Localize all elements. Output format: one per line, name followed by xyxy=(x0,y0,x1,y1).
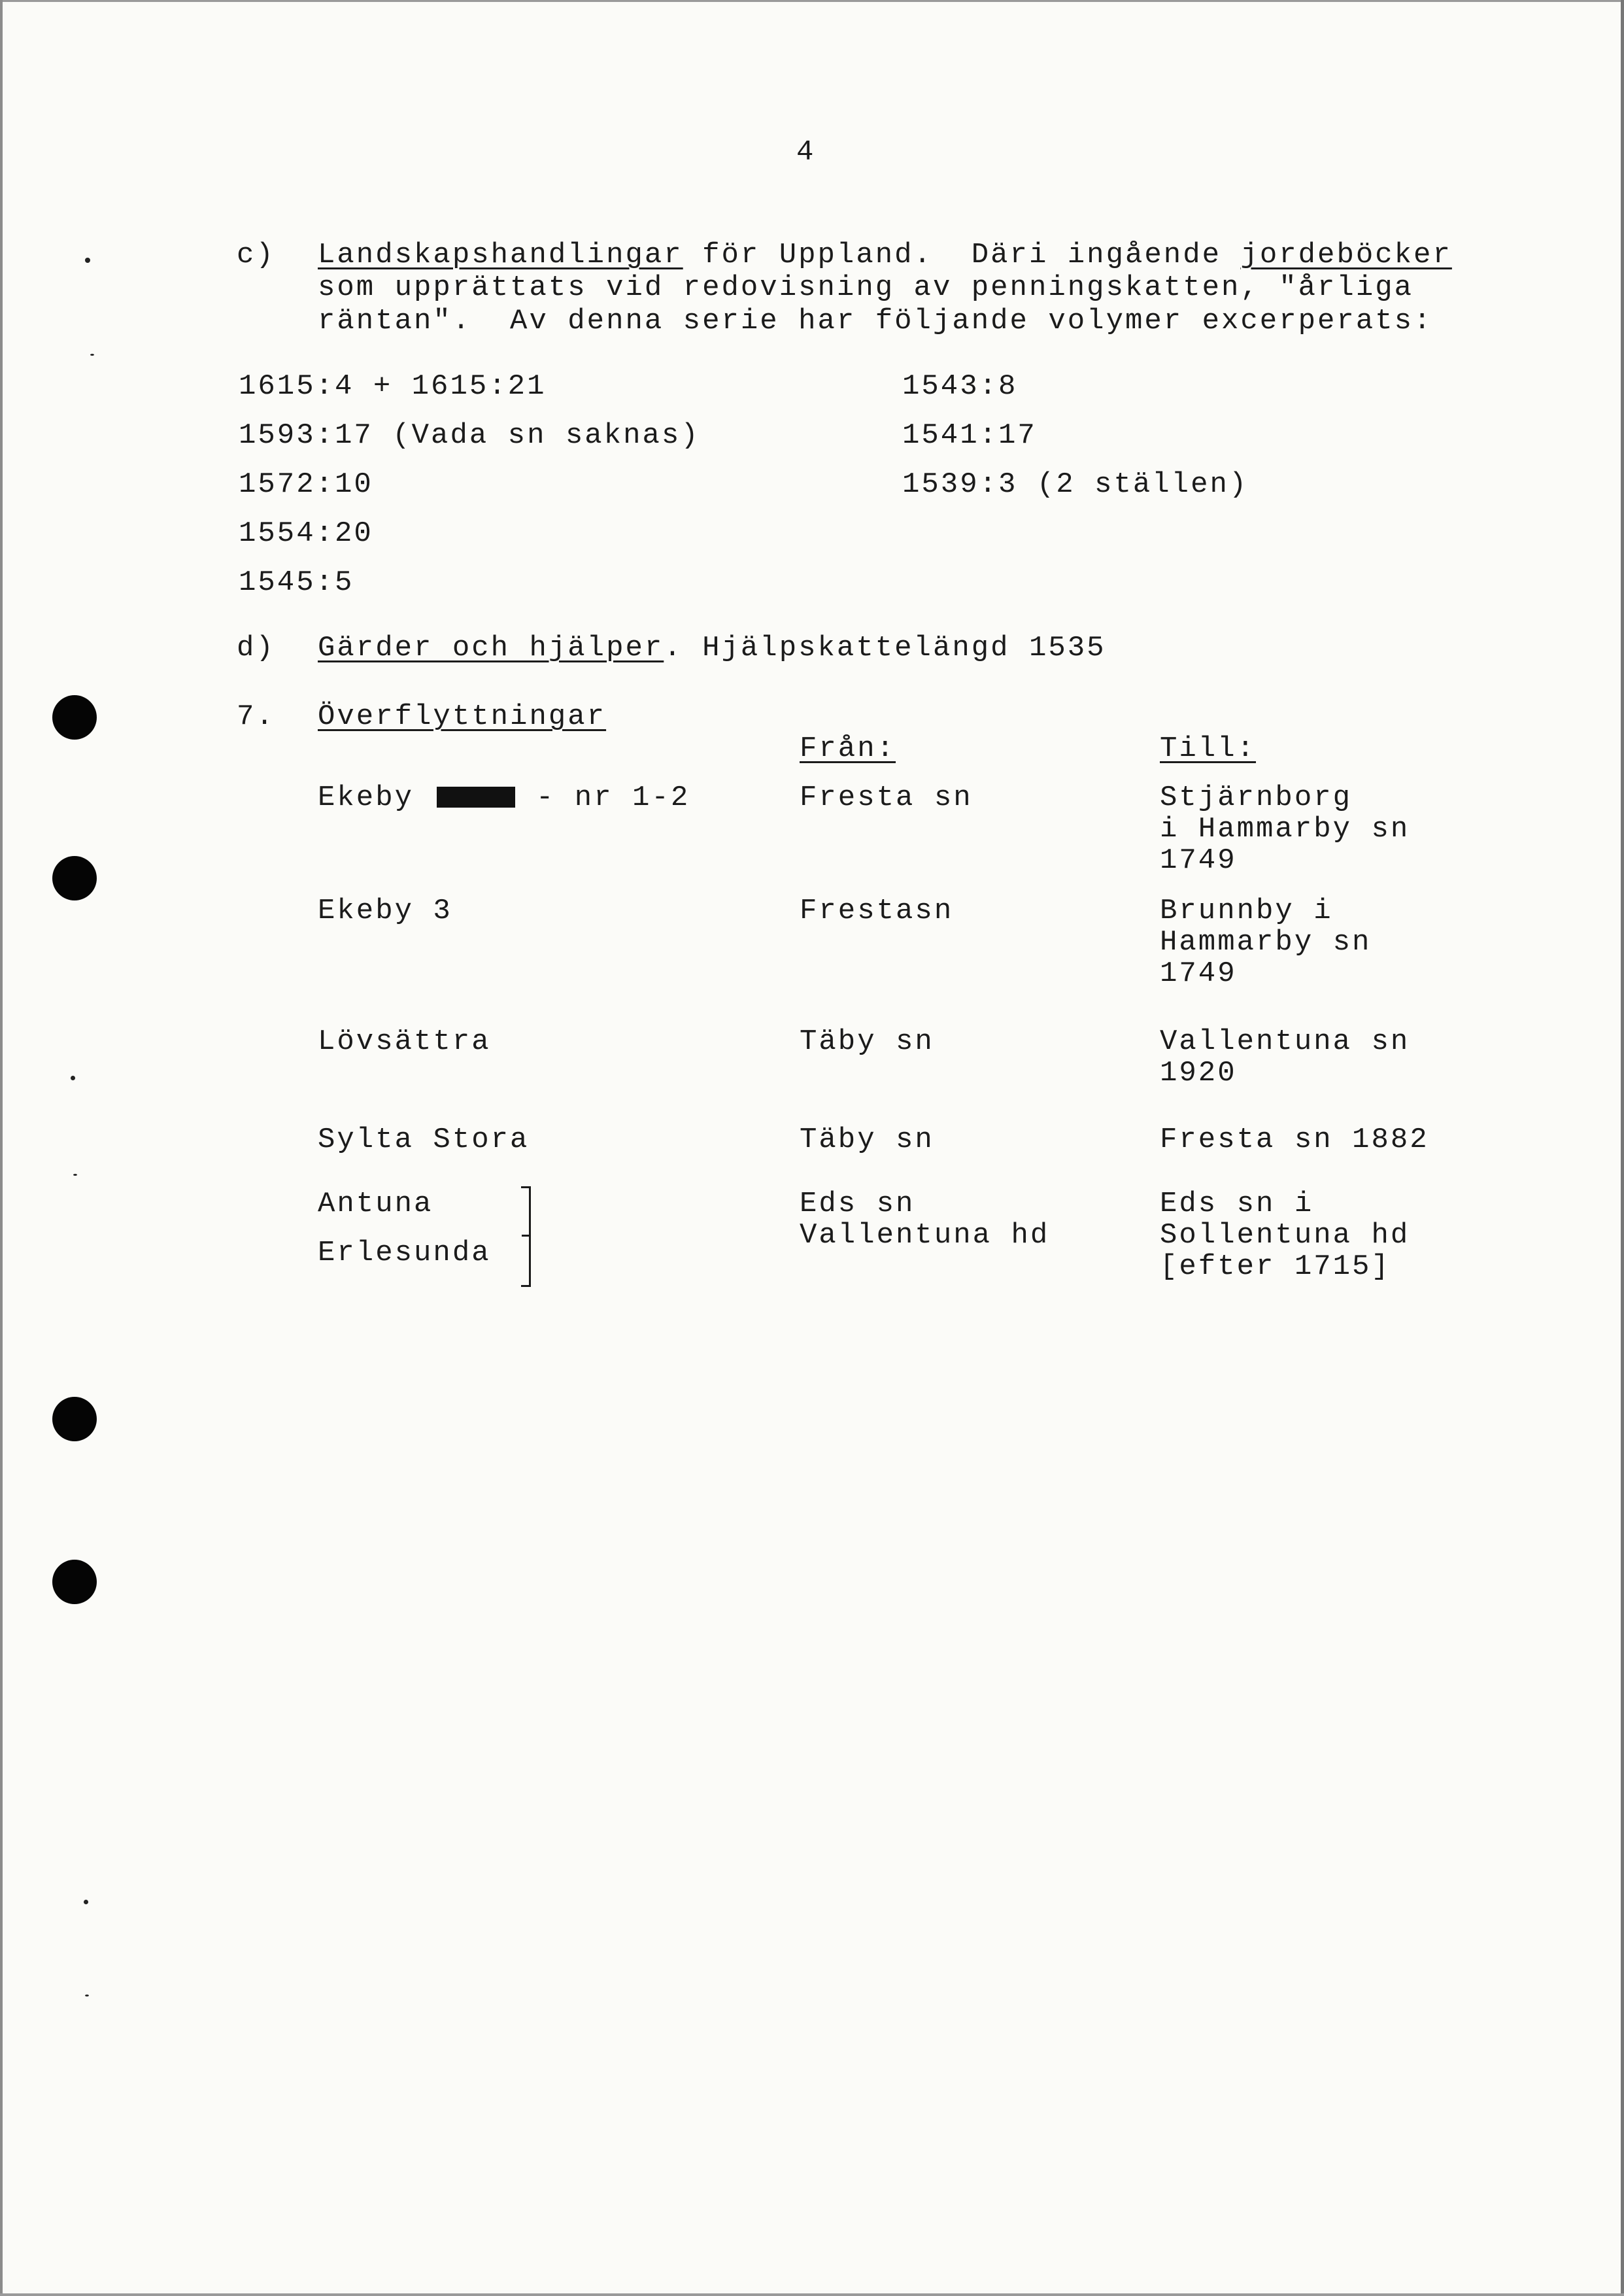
page-edge-bottom xyxy=(0,2293,1624,2296)
landskapshandlingar-heading: Landskapshandlingar xyxy=(318,239,683,271)
transfer-to-line: [efter 1715] xyxy=(1160,1250,1391,1283)
margin-speck xyxy=(85,258,90,263)
transfer-to-line: 1920 xyxy=(1160,1057,1237,1089)
margin-speck xyxy=(73,1174,77,1176)
binder-hole xyxy=(52,1397,97,1441)
transfer-place: Antuna xyxy=(318,1188,433,1220)
volume-right: 1541:17 xyxy=(902,419,1037,452)
margin-speck xyxy=(85,1995,89,1996)
transfer-to-line: 1749 xyxy=(1160,957,1237,990)
garder-heading: Gärder och hjälper xyxy=(318,632,664,664)
transfer-from: Vallentuna hd xyxy=(800,1219,1050,1252)
transfer-from: Täby sn xyxy=(800,1025,934,1058)
transfer-to-line: 1749 xyxy=(1160,844,1237,877)
volume-left: 1545:5 xyxy=(239,566,354,599)
margin-speck xyxy=(71,1076,75,1080)
page-edge-top xyxy=(0,0,1624,2)
section-c-line3: räntan". Av denna serie har följande volymer excerperats: xyxy=(318,305,1433,337)
margin-speck xyxy=(84,1900,88,1904)
section-c-line1-text: för Uppland. Däri ingående xyxy=(683,239,1241,271)
section-c-label: c) xyxy=(237,239,275,271)
transfer-to-line: Vallentuna sn xyxy=(1160,1025,1410,1058)
transfer-place: Ekeby 3 xyxy=(318,895,452,927)
transfer-to-line: i Hammarby sn xyxy=(1160,813,1410,846)
volume-right: 1543:8 xyxy=(902,370,1018,403)
redaction-mark xyxy=(437,787,515,808)
section-7-label: 7. xyxy=(237,700,275,733)
volume-left: 1615:4 + 1615:21 xyxy=(239,370,547,403)
column-header-till: Till: xyxy=(1160,732,1257,765)
section-d-text: . Hjälpskattelängd 1535 xyxy=(664,632,1106,664)
volume-right: 1539:3 (2 ställen) xyxy=(902,468,1249,501)
volume-left: 1554:20 xyxy=(239,517,373,550)
volume-left: 1572:10 xyxy=(239,468,373,501)
transfer-to-line: Sollentuna hd xyxy=(1160,1219,1410,1252)
transfer-place: Lövsättra xyxy=(318,1025,491,1058)
section-c-line2: som upprättats vid redovisning av penningskatten, "årliga xyxy=(318,271,1414,304)
page-edge-left xyxy=(0,0,3,2296)
column-header-fran: Från: xyxy=(800,732,896,765)
transfer-to-line: Brunnby i xyxy=(1160,895,1333,927)
binder-hole xyxy=(52,856,97,900)
transfer-place-suffix: - nr 1-2 xyxy=(536,781,690,814)
binder-hole xyxy=(52,695,97,740)
margin-speck xyxy=(90,354,94,356)
transfer-to-line: Hammarby sn xyxy=(1160,926,1372,959)
transfer-to-line: Eds sn i xyxy=(1160,1188,1314,1220)
transfer-from: Fresta sn xyxy=(800,781,973,814)
transfer-to-line: Fresta sn 1882 xyxy=(1160,1123,1429,1156)
transfer-from: Eds sn xyxy=(800,1188,915,1220)
section-d-label: d) xyxy=(237,632,275,664)
binder-hole xyxy=(52,1560,97,1604)
grouping-bracket xyxy=(521,1186,531,1287)
page-number: 4 xyxy=(796,136,816,169)
transfer-place: Ekeby xyxy=(318,781,414,814)
bracket-tick xyxy=(522,1235,531,1237)
overflyttningar-heading: Överflyttningar xyxy=(318,700,607,733)
section-d-line xyxy=(318,632,1106,664)
volume-left: 1593:17 (Vada sn saknas) xyxy=(239,419,700,452)
section-c-line1 xyxy=(318,239,1452,271)
jordebocker-term: jordeböcker xyxy=(1240,239,1452,271)
page-edge-right xyxy=(1621,0,1624,2296)
transfer-place: Erlesunda xyxy=(318,1237,491,1269)
transfer-from: Täby sn xyxy=(800,1123,934,1156)
transfer-from: Frestasn xyxy=(800,895,954,927)
transfer-place: Sylta Stora xyxy=(318,1123,530,1156)
transfer-to-line: Stjärnborg xyxy=(1160,781,1353,814)
